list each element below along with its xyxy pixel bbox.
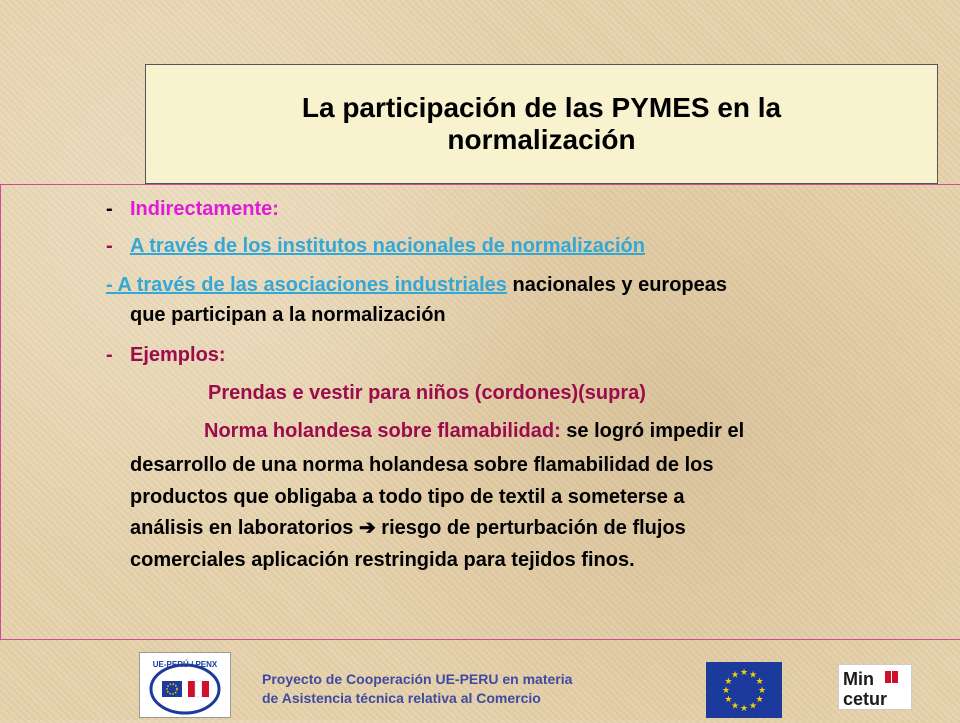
mincetur-text-min: Min	[843, 669, 874, 689]
list-item-asociaciones	[106, 272, 727, 298]
example-norma-line1	[204, 418, 744, 444]
mincetur-text-cetur: cetur	[843, 689, 888, 709]
eu-star-icon: ★	[730, 700, 740, 711]
footer-line2: de Asistencia técnica relativa al Comercio	[262, 690, 541, 706]
footer-caption	[262, 670, 572, 708]
slide-title-line1: La participación de las PYMES en la	[301, 92, 782, 123]
eu-star-icon: ★	[748, 669, 758, 680]
eu-star-icon: ★	[739, 667, 749, 677]
asociaciones-text-b: que participan a la normalización	[130, 304, 446, 326]
eu-star-icon: ★	[755, 694, 764, 704]
eu-star-icon: ★	[757, 685, 767, 695]
logo1-text: UE-PERÚ / PENX	[152, 660, 218, 669]
slide-title	[302, 92, 781, 156]
indirect-heading	[106, 196, 279, 222]
example-norma-line3: productos que obligaba a todo tipo de textil a someterse a	[130, 486, 685, 508]
bullet-dash: -	[106, 235, 113, 257]
example-norma-line2: desarrollo de una norma holandesa sobre flamabilidad de los	[130, 454, 714, 476]
eu-star-icon: ★	[748, 700, 758, 711]
eu-star-icon: ★	[730, 669, 740, 680]
eu-star-icon: ★	[755, 676, 764, 686]
footer-line1: Proyecto de Cooperación UE-PERU en materia	[262, 671, 573, 687]
norma-text-4b: riesgo de perturbación de flujos	[375, 517, 686, 539]
bullet-dash: -	[106, 198, 113, 220]
arrow-right-icon: ➔	[358, 517, 376, 539]
asociaciones-text-a: nacionales y europeas	[506, 274, 728, 296]
norma-text-4a: análisis en laboratorios	[130, 517, 359, 539]
ue-peru-penx-logo	[139, 652, 231, 718]
eu-star-icon: ★	[721, 685, 731, 695]
examples-heading	[106, 342, 226, 368]
example-prendas: Prendas e vestir para niños (cordones)(supra)	[208, 382, 646, 404]
bullet-dash: -	[106, 344, 113, 366]
norma-text-1: se logró impedir el	[560, 420, 745, 442]
norma-label: Norma holandesa sobre flamabilidad:	[204, 420, 561, 442]
example-norma-line4	[130, 515, 686, 541]
eu-star-icon: ★	[724, 676, 733, 686]
list-item-institutos	[106, 233, 645, 259]
eu-flag-logo	[706, 662, 782, 718]
title-box	[145, 64, 938, 184]
examples-label: Ejemplos:	[130, 344, 226, 366]
eu-star-icon: ★	[739, 703, 749, 713]
link-institutos[interactable]: A través de los institutos nacionales de normalización	[130, 235, 645, 257]
link-asociaciones[interactable]: - A través de las asociaciones industriales	[106, 274, 507, 296]
example-norma-line5: comerciales aplicación restringida para tejidos finos.	[130, 549, 635, 571]
eu-star-icon: ★	[724, 694, 733, 704]
mincetur-logo	[838, 664, 912, 710]
indirect-label: Indirectamente:	[130, 198, 279, 220]
slide-title-line2: normalización	[447, 124, 636, 155]
